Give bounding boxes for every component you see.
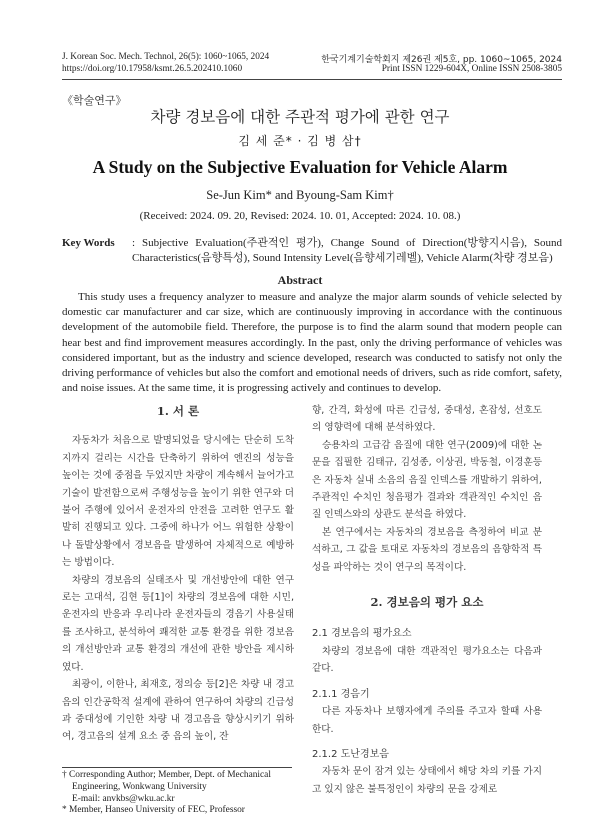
received-dates: (Received: 2024. 09. 20, Revised: 2024. 10. 01, Accepted: 2024. 10. 08.) bbox=[139, 210, 461, 222]
paragraph: 자동차가 처음으로 발명되었을 당시에는 단순히 도착지까지 걸리는 시간을 단축하기 위하여 엔진의 성능을 높이는 것에 중점을 두었지만 차량이 계속해서 늘어가고 기술이 발전함으로써 주행성능을 높이기 위한 연구와 더불어 주행에 있어서 운전자의 안전을 고려한 연구도 활발히 진행되고 있다. 그중에 하나가 어느 위험한 상황이나 돌발상황에서 경보음을 발생하여 자체적으로 예방하는 방법이다. bbox=[62, 435, 294, 569]
paragraph: 향, 간격, 화성에 따른 긴급성, 중대성, 혼잡성, 선호도의 영향력에 대해 분석하였다. bbox=[312, 405, 542, 434]
title-korean: 차량 경보음에 대한 주관적 평가에 관한 연구 bbox=[150, 108, 450, 126]
section-heading-introduction: 1. 서 론 bbox=[156, 404, 200, 418]
paragraph: 승용차의 고급감 음질에 대한 연구(2009)에 대한 논문을 집필한 김태규, 김성종, 이상권, 박동철, 이경훈등은 자동차 실내 소음의 음질 인덱스를 개발하기 위하여, 주관적인 수치인 청음평가 결과와 객관적인 수치인 음질 인덱스와의 상관도 분석을 하였다. bbox=[312, 439, 542, 521]
footnote bbox=[62, 767, 294, 817]
section-heading-evaluation: 2. 경보음의 평가 요소 bbox=[370, 595, 484, 610]
footnote-email[interactable]: E-mail: anvkbs@wku.ac.kr bbox=[72, 793, 175, 804]
paragraph: 본 연구에서는 자동차의 경보음을 측정하여 비교 분석하고, 그 값을 토대로 자동차의 경보음의 음향학적 특성을 파악하는 것이 연구의 목적이다. bbox=[312, 526, 542, 573]
footnote-corresponding: † Corresponding Author; Member, Dept. of Mechanical bbox=[62, 770, 271, 780]
authors-korean: 김 세 준* · 김 병 삼† bbox=[238, 134, 362, 148]
right-column bbox=[312, 402, 542, 798]
issn: Print ISSN 1229-604X, Online ISSN 2508-3805 bbox=[381, 64, 562, 74]
paragraph: 차량의 경보음에 대한 객관적인 평가요소는 다음과 같다. bbox=[312, 645, 542, 675]
abstract-body: This study uses a frequency analyzer to measure and analyze the major alarm sounds of vehicle selected by domestic car manufacturer and car size, which are continuously improving in accordance with the continuous development of the automobile field. Therefore, the purpose is to find the alarm sound that modern people can hear best and find improvement measures accordingly. In the past, only the driving performance of vehicles was considered important, but as the industry and science developed, research was conducted to satisfy not only the driving performance of vehicles but also the comfort and emotional needs of drivers, such as ride comfort, safety, and noise issues. At the same time, it is progressing actively and continues to develop. bbox=[62, 291, 562, 395]
subsection-heading: 2.1 경보음의 평가요소 bbox=[312, 628, 412, 640]
left-column bbox=[62, 403, 294, 746]
footnote-member: * Member, Hanseo University of FEC, Professor bbox=[62, 805, 245, 816]
paragraph: 차량의 경보음의 실태조사 및 개선방안에 대한 연구로는 고대석, 김현 등[1]이 차량의 경보음에 대한 시민, 운전자의 반응과 우리나라 운전자들의 경음기 사용실태를 조사하고, 분석하여 쾌적한 교통 환경을 위한 경보음의 개선방안과 교통 환경의 개선에 관한 방안을 제시하였다. bbox=[62, 574, 294, 673]
keywords-text: : Subjective Evaluation(주관적인 평가), Change Sound of Direction(방향지시음), Sound Characteristics(음향특성), Sound Intensity Level(음향세기레벨), Vehicle Alarm(차량 경보음) bbox=[132, 237, 562, 264]
paragraph: 다른 자동차나 보행자에게 주의를 주고자 할때 사용한다. bbox=[312, 706, 542, 735]
paragraph: 자동차 문이 잠겨 있는 상태에서 해당 차의 키를 가지고 있지 않은 불특정인이 차량의 문을 강제로 bbox=[312, 766, 542, 795]
footnote-rule bbox=[62, 767, 292, 768]
keywords-label: Key Words bbox=[62, 237, 115, 249]
journal-citation: J. Korean Soc. Mech. Technol, 26(5): 1060~1065, 2024 bbox=[62, 52, 270, 62]
doi-link[interactable]: https://doi.org/10.17958/ksmt.26.5.202410.1060 bbox=[62, 64, 243, 74]
journal-citation-ko: 한국기계기술학회지 제26권 제5호, pp. 1060~1065, 2024 bbox=[321, 55, 562, 65]
footnote-affiliation: Engineering, Wonkwang University bbox=[72, 781, 207, 792]
subsection-heading: 2.1.1 경음기 bbox=[312, 688, 370, 700]
section-tag: 《학술연구》 bbox=[62, 94, 127, 107]
authors-english: Se-Jun Kim* and Byoung-Sam Kim† bbox=[206, 188, 394, 202]
paragraph: 최광이, 이한나, 최재호, 정의승 등[2]은 차량 내 경고음의 인간공학적 설계에 관하여 연구하여 차량의 긴급성과 중대성에 기인한 차량 내 경고음을 향상시키기 위하여, 경고음의 설계 요소 중 음의 높이, 잔 bbox=[62, 679, 294, 743]
title-english: A Study on the Subjective Evaluation for Vehicle Alarm bbox=[92, 157, 508, 177]
keywords bbox=[62, 236, 562, 265]
header-rule bbox=[62, 79, 562, 80]
abstract-title: Abstract bbox=[277, 273, 323, 287]
subsection-heading: 2.1.2 도난경보음 bbox=[312, 748, 389, 760]
